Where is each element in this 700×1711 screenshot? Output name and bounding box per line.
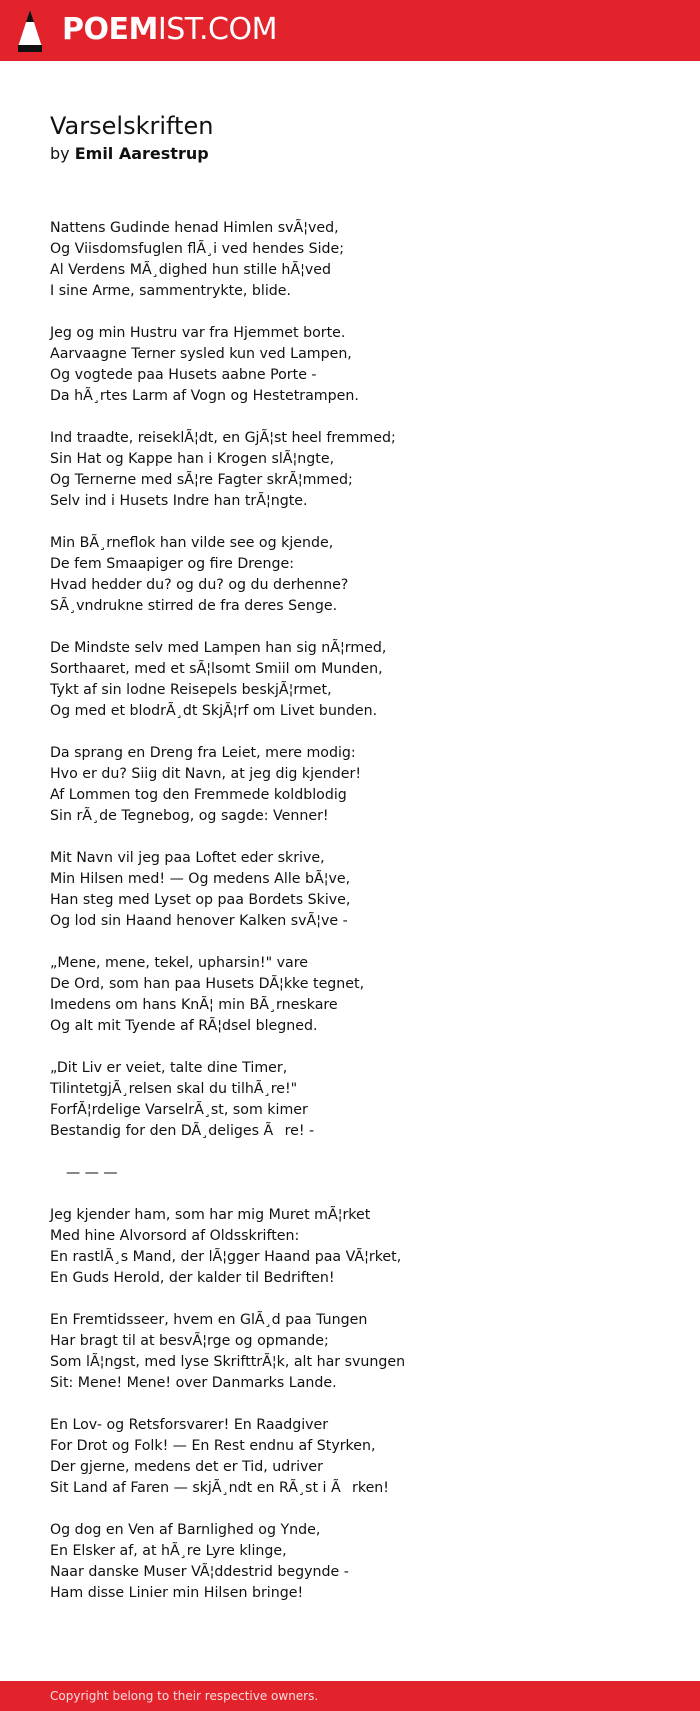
copyright-text: Copyright belong to their respective owners. <box>50 1689 319 1703</box>
poem-line: Da hÃ¸rtes Larm af Vogn og Hestetrampen. <box>50 388 359 404</box>
poem-line: SÃ¸vndrukne stirred de fra deres Senge. <box>50 598 338 614</box>
poem-line: Hvad hedder du? og du? og du derhenne? <box>50 577 349 593</box>
brand-bold: POEM <box>62 12 158 47</box>
poem-line: Mit Navn vil jeg paa Loftet eder skrive, <box>50 850 325 866</box>
poem-line: Imedens om hans KnÃ¦ min BÃ¸rneskare <box>50 997 338 1013</box>
poem-line: Og alt mit Tyende af RÃ¦dsel blegned. <box>50 1018 318 1034</box>
poem-line: Da sprang en Dreng fra Leiet, mere modig: <box>50 745 356 761</box>
poem-line: Sorthaaret, med et sÃ¦lsomt Smiil om Munden, <box>50 661 383 677</box>
poem-stanza <box>50 848 670 932</box>
brand-rest: IST.COM <box>157 12 277 47</box>
poem-line: ForfÃ¦rdelige VarselrÃ¸st, som kimer <box>50 1102 308 1118</box>
poem-line: Ham disse Linier min Hilsen bringe! <box>50 1585 304 1601</box>
poem-stanza <box>50 638 670 722</box>
poem-line: En Guds Herold, der kalder til Bedriften! <box>50 1270 335 1286</box>
poem-line: „Mene, mene, tekel, upharsin!" vare <box>50 955 308 971</box>
poem-line: Sin rÃ¸de Tegnebog, og sagde: Venner! <box>50 808 329 824</box>
poem-line: De Ord, som han paa Husets DÃ¦kke tegnet, <box>50 976 365 992</box>
poem-line: Af Lommen tog den Fremmede koldblodig <box>50 787 347 803</box>
poem-line: Har bragt til at besvÃ¦rge og opmande; <box>50 1333 329 1349</box>
poem-stanza <box>50 1520 670 1604</box>
poem-line: Naar danske Muser VÃ¦ddestrid begynde - <box>50 1564 349 1580</box>
poem-body <box>50 218 670 1625</box>
site-header <box>0 0 700 61</box>
poem-line: Sit Land af Faren — skjÃ¸ndt en RÃ¸st i Ãrken! <box>50 1480 389 1496</box>
poem-stanza <box>50 1163 670 1184</box>
poem-line: Og dog en Ven af Barnlighed og Ynde, <box>50 1522 321 1538</box>
poem-line: Og med et blodrÃ¸dt SkjÃ¦rf om Livet bunden. <box>50 703 378 719</box>
byline <box>50 142 670 166</box>
poem-line: „Dit Liv er veiet, talte dine Timer, <box>50 1060 288 1076</box>
poem-stanza <box>50 1205 670 1289</box>
poem-line: Hvo er du? Siig dit Navn, at jeg dig kjender! <box>50 766 362 782</box>
poem-stanza <box>50 218 670 302</box>
poem-line: En rastlÃ¸s Mand, der lÃ¦gger Haand paa VÃ¦rket, <box>50 1249 402 1265</box>
poem-stanza <box>50 953 670 1037</box>
poem-line: Han steg med Lyset op paa Bordets Skive, <box>50 892 351 908</box>
poem-line: Bestandig for den DÃ¸deliges Ãre! - <box>50 1123 315 1139</box>
section-separator: — — — <box>66 1165 118 1181</box>
poem-line: Der gjerne, medens det er Tid, udriver <box>50 1459 323 1475</box>
site-footer <box>0 1681 700 1711</box>
pencil-logo-icon[interactable] <box>17 9 43 53</box>
poem-line: Som lÃ¦ngst, med lyse SkrifttrÃ¦k, alt har svungen <box>50 1354 406 1370</box>
poem-stanza <box>50 323 670 407</box>
poem-stanza <box>50 533 670 617</box>
poem-line: TilintetgjÃ¸relsen skal du tilhÃ¸re!" <box>50 1081 298 1097</box>
poem-line: For Drot og Folk! — En Rest endnu af Styrken, <box>50 1438 376 1454</box>
poem-line: Og Ternerne med sÃ¦re Fagter skrÃ¦mmed; <box>50 472 353 488</box>
poem-line: Selv ind i Husets Indre han trÃ¦ngte. <box>50 493 308 509</box>
poem-line: Ind traadte, reiseklÃ¦dt, en GjÃ¦st heel fremmed; <box>50 430 396 446</box>
poem-line: Sin Hat og Kappe han i Krogen slÃ¦ngte, <box>50 451 335 467</box>
poem-stanza <box>50 1058 670 1142</box>
poem-title: Varselskriften <box>50 112 214 140</box>
site-logo[interactable] <box>62 10 277 50</box>
poem-line: De fem Smaapiger og fire Drenge: <box>50 556 295 572</box>
poem-stanza <box>50 743 670 827</box>
poem-line: Jeg og min Hustru var fra Hjemmet borte. <box>50 325 346 341</box>
poem-line: Aarvaagne Terner sysled kun ved Lampen, <box>50 346 352 362</box>
poem-stanza <box>50 1310 670 1394</box>
poem-line: I sine Arme, sammentrykte, blide. <box>50 283 292 299</box>
poem-line: Min Hilsen med! — Og medens Alle bÃ¦ve, <box>50 871 351 887</box>
poem-line: Og lod sin Haand henover Kalken svÃ¦ve - <box>50 913 348 929</box>
poem-line: Og Viisdomsfuglen flÃ¸i ved hendes Side; <box>50 241 345 257</box>
poem-line: Tykt af sin lodne Reisepels beskjÃ¦rmet, <box>50 682 332 698</box>
author-name[interactable]: Emil Aarestrup <box>74 144 209 163</box>
poem-line: Min BÃ¸rneflok han vilde see og kjende, <box>50 535 334 551</box>
poem-line: Jeg kjender ham, som har mig Muret mÃ¦rket <box>50 1207 371 1223</box>
poem-line: Al Verdens MÃ¸dighed hun stille hÃ¦ved <box>50 262 332 278</box>
poem-line: Og vogtede paa Husets aabne Porte - <box>50 367 317 383</box>
poem-line: De Mindste selv med Lampen han sig nÃ¦rmed, <box>50 640 387 656</box>
poem-stanza <box>50 428 670 512</box>
poem-line: Sit: Mene! Mene! over Danmarks Lande. <box>50 1375 337 1391</box>
poem-line: En Elsker af, at hÃ¸re Lyre klinge, <box>50 1543 287 1559</box>
poem-line: Med hine Alvorsord af Oldsskriften: <box>50 1228 300 1244</box>
by-label: by <box>50 144 70 163</box>
poem-header <box>50 110 670 166</box>
poem-line: En Lov- og Retsforsvarer! En Raadgiver <box>50 1417 329 1433</box>
poem-line: Nattens Gudinde henad Himlen svÃ¦ved, <box>50 220 339 236</box>
poem-line: En Fremtidsseer, hvem en GlÃ¸d paa Tungen <box>50 1312 368 1328</box>
poem-stanza <box>50 1415 670 1499</box>
